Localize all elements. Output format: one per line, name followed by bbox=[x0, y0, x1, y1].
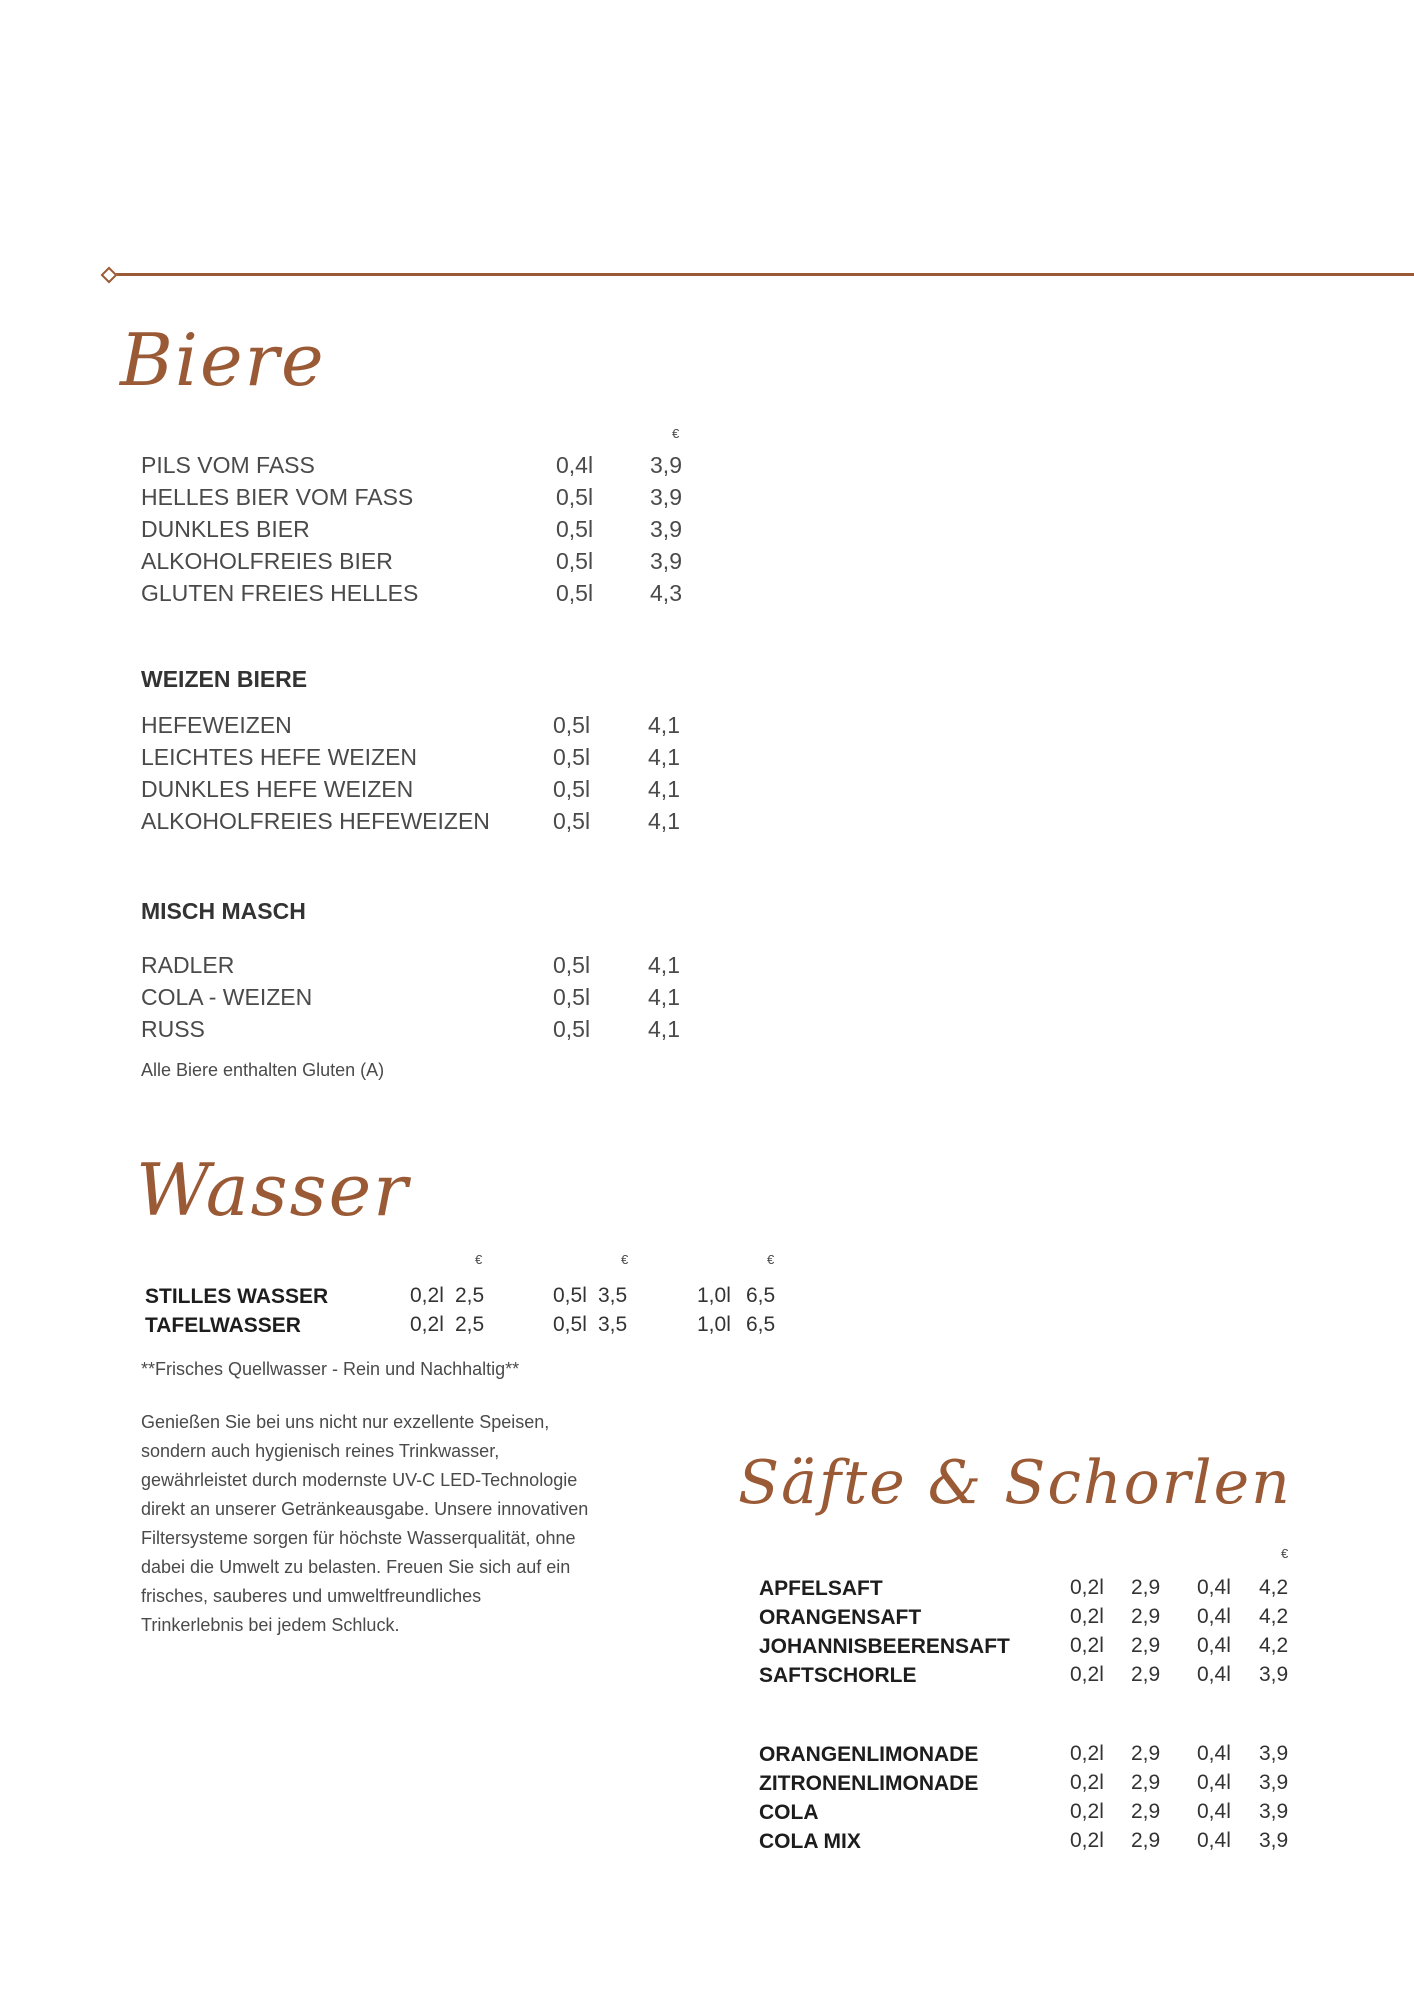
saefte-size-2: 0,4l bbox=[1197, 1771, 1231, 1794]
saefte-price-2: 3,9 bbox=[1259, 1829, 1289, 1852]
biere-item-name: HELLES BIER VOM FASS bbox=[141, 484, 414, 510]
biere-title-text: Biere bbox=[120, 318, 326, 402]
misch-item-size: 0,5l bbox=[553, 984, 591, 1010]
gluten-note: Alle Biere enthalten Gluten (A) bbox=[141, 1060, 385, 1080]
weizen-item-name: LEICHTES HEFE WEIZEN bbox=[141, 744, 418, 770]
wasser-size-1: 0,2l bbox=[410, 1284, 444, 1307]
biere-item-name: DUNKLES BIER bbox=[141, 516, 310, 542]
biere-item-size: 0,5l bbox=[556, 580, 594, 606]
biere-item-price: 3,9 bbox=[650, 484, 682, 510]
wasser-title bbox=[136, 1148, 410, 1232]
wasser-item-name: STILLES WASSER bbox=[145, 1285, 329, 1308]
wasser-size-2: 0,5l bbox=[553, 1284, 587, 1307]
wasser-currency-2: € bbox=[621, 1252, 629, 1267]
saefte-item-name: SAFTSCHORLE bbox=[759, 1664, 917, 1687]
wasser-currency-1: € bbox=[475, 1252, 483, 1267]
saefte-size-1: 0,2l bbox=[1070, 1771, 1104, 1794]
wasser-description-line: sondern auch hygienisch reines Trinkwasser, bbox=[141, 1441, 500, 1461]
weizen-item-name: HEFEWEIZEN bbox=[141, 712, 292, 738]
top-divider-line bbox=[112, 273, 1414, 276]
misch-item-price: 4,1 bbox=[648, 1016, 680, 1042]
misch-item-size: 0,5l bbox=[553, 952, 591, 978]
wasser-price-3: 6,5 bbox=[746, 1284, 776, 1307]
wasser-size-1: 0,2l bbox=[410, 1313, 444, 1336]
wasser-item-name: TAFELWASSER bbox=[145, 1314, 301, 1337]
wasser-description-line: dabei die Umwelt zu belasten. Freuen Sie sich auf ein bbox=[141, 1557, 571, 1577]
saefte-item-name: ORANGENLIMONADE bbox=[759, 1743, 979, 1766]
saefte-size-2: 0,4l bbox=[1197, 1663, 1231, 1686]
weizen-item-price: 4,1 bbox=[648, 808, 680, 834]
wasser-description-line: direkt an unserer Getränkeausgabe. Unsere innovativen bbox=[141, 1499, 589, 1519]
misch-item-name: RUSS bbox=[141, 1016, 205, 1042]
saefte-size-1: 0,2l bbox=[1070, 1800, 1104, 1823]
divider-diamond-icon bbox=[101, 267, 118, 284]
wasser-description-line: frisches, sauberes und umweltfreundliches bbox=[141, 1586, 482, 1606]
saefte-item-name: COLA MIX bbox=[759, 1830, 861, 1853]
saefte-size-2: 0,4l bbox=[1197, 1742, 1231, 1765]
wasser-price-2: 3,5 bbox=[598, 1313, 628, 1336]
saefte-size-1: 0,2l bbox=[1070, 1829, 1104, 1852]
saefte-price-2: 3,9 bbox=[1259, 1663, 1289, 1686]
wasser-description-line: Trinkerlebnis bei jedem Schluck. bbox=[141, 1615, 400, 1635]
saefte-item-name: COLA bbox=[759, 1801, 819, 1824]
saefte-price-1: 2,9 bbox=[1131, 1742, 1161, 1765]
saefte-size-2: 0,4l bbox=[1197, 1800, 1231, 1823]
wasser-description-line: Filtersysteme sorgen für höchste Wasserqualität, ohne bbox=[141, 1528, 576, 1548]
biere-item-name: PILS VOM FASS bbox=[141, 452, 315, 478]
wasser-price-3: 6,5 bbox=[746, 1313, 776, 1336]
wasser-title-text: Wasser bbox=[136, 1148, 410, 1232]
wasser-price-1: 2,5 bbox=[455, 1284, 485, 1307]
misch-item-size: 0,5l bbox=[553, 1016, 591, 1042]
saefte-size-2: 0,4l bbox=[1197, 1576, 1231, 1599]
misch-item-price: 4,1 bbox=[648, 984, 680, 1010]
weizen-item-size: 0,5l bbox=[553, 744, 591, 770]
wasser-size-3: 1,0l bbox=[697, 1313, 731, 1336]
saefte-size-2: 0,4l bbox=[1197, 1634, 1231, 1657]
biere-item-price: 3,9 bbox=[650, 452, 682, 478]
biere-item-size: 0,4l bbox=[556, 452, 594, 478]
wasser-price-2: 3,5 bbox=[598, 1284, 628, 1307]
saefte-size-1: 0,2l bbox=[1070, 1742, 1104, 1765]
weizen-item-price: 4,1 bbox=[648, 744, 680, 770]
weizen-heading: WEIZEN BIERE bbox=[141, 666, 308, 692]
saefte-title-text: Säfte & Schorlen bbox=[738, 1448, 1292, 1518]
saefte-size-2: 0,4l bbox=[1197, 1605, 1231, 1628]
saefte-price-1: 2,9 bbox=[1131, 1829, 1161, 1852]
biere-item-price: 4,3 bbox=[650, 580, 682, 606]
biere-item-price: 3,9 bbox=[650, 548, 682, 574]
saefte-currency: € bbox=[1281, 1546, 1289, 1561]
biere-item-name: ALKOHOLFREIES BIER bbox=[141, 548, 393, 574]
saefte-price-2: 3,9 bbox=[1259, 1742, 1289, 1765]
saefte-price-2: 4,2 bbox=[1259, 1605, 1289, 1628]
weizen-item-name: ALKOHOLFREIES HEFEWEIZEN bbox=[141, 808, 490, 834]
saefte-price-1: 2,9 bbox=[1131, 1605, 1161, 1628]
saefte-price-1: 2,9 bbox=[1131, 1771, 1161, 1794]
weizen-item-size: 0,5l bbox=[553, 712, 591, 738]
wasser-description-line: gewährleistet durch modernste UV-C LED-Technologie bbox=[141, 1470, 578, 1490]
biere-currency: € bbox=[672, 426, 680, 441]
saefte-size-1: 0,2l bbox=[1070, 1663, 1104, 1686]
weizen-item-size: 0,5l bbox=[553, 776, 591, 802]
misch-item-price: 4,1 bbox=[648, 952, 680, 978]
misch-heading: MISCH MASCH bbox=[141, 898, 306, 924]
saefte-price-1: 2,9 bbox=[1131, 1800, 1161, 1823]
saefte-title bbox=[738, 1448, 1292, 1518]
biere-item-size: 0,5l bbox=[556, 516, 594, 542]
weizen-item-size: 0,5l bbox=[553, 808, 591, 834]
saefte-price-1: 2,9 bbox=[1131, 1576, 1161, 1599]
saefte-item-name: ZITRONENLIMONADE bbox=[759, 1772, 979, 1795]
biere-item-size: 0,5l bbox=[556, 548, 594, 574]
wasser-price-1: 2,5 bbox=[455, 1313, 485, 1336]
weizen-item-price: 4,1 bbox=[648, 776, 680, 802]
saefte-price-2: 3,9 bbox=[1259, 1800, 1289, 1823]
biere-item-size: 0,5l bbox=[556, 484, 594, 510]
wasser-currency-3: € bbox=[767, 1252, 775, 1267]
saefte-price-2: 3,9 bbox=[1259, 1771, 1289, 1794]
saefte-price-2: 4,2 bbox=[1259, 1576, 1289, 1599]
weizen-item-price: 4,1 bbox=[648, 712, 680, 738]
saefte-price-1: 2,9 bbox=[1131, 1663, 1161, 1686]
biere-item-name: GLUTEN FREIES HELLES bbox=[141, 580, 419, 606]
weizen-item-name: DUNKLES HEFE WEIZEN bbox=[141, 776, 414, 802]
wasser-description-line: Genießen Sie bei uns nicht nur exzellente Speisen, bbox=[141, 1412, 550, 1432]
wasser-description bbox=[141, 1408, 588, 1640]
saefte-size-1: 0,2l bbox=[1070, 1576, 1104, 1599]
wasser-tagline: **Frisches Quellwasser - Rein und Nachhaltig** bbox=[141, 1359, 520, 1379]
wasser-size-3: 1,0l bbox=[697, 1284, 731, 1307]
saefte-size-1: 0,2l bbox=[1070, 1634, 1104, 1657]
misch-item-name: COLA - WEIZEN bbox=[141, 984, 313, 1010]
saefte-item-name: JOHANNISBEERENSAFT bbox=[759, 1635, 1010, 1658]
saefte-size-2: 0,4l bbox=[1197, 1829, 1231, 1852]
saefte-price-2: 4,2 bbox=[1259, 1634, 1289, 1657]
saefte-price-1: 2,9 bbox=[1131, 1634, 1161, 1657]
biere-item-price: 3,9 bbox=[650, 516, 682, 542]
saefte-item-name: ORANGENSAFT bbox=[759, 1606, 922, 1629]
misch-item-name: RADLER bbox=[141, 952, 235, 978]
wasser-size-2: 0,5l bbox=[553, 1313, 587, 1336]
saefte-item-name: APFELSAFT bbox=[759, 1577, 883, 1600]
biere-title bbox=[120, 318, 326, 402]
saefte-size-1: 0,2l bbox=[1070, 1605, 1104, 1628]
